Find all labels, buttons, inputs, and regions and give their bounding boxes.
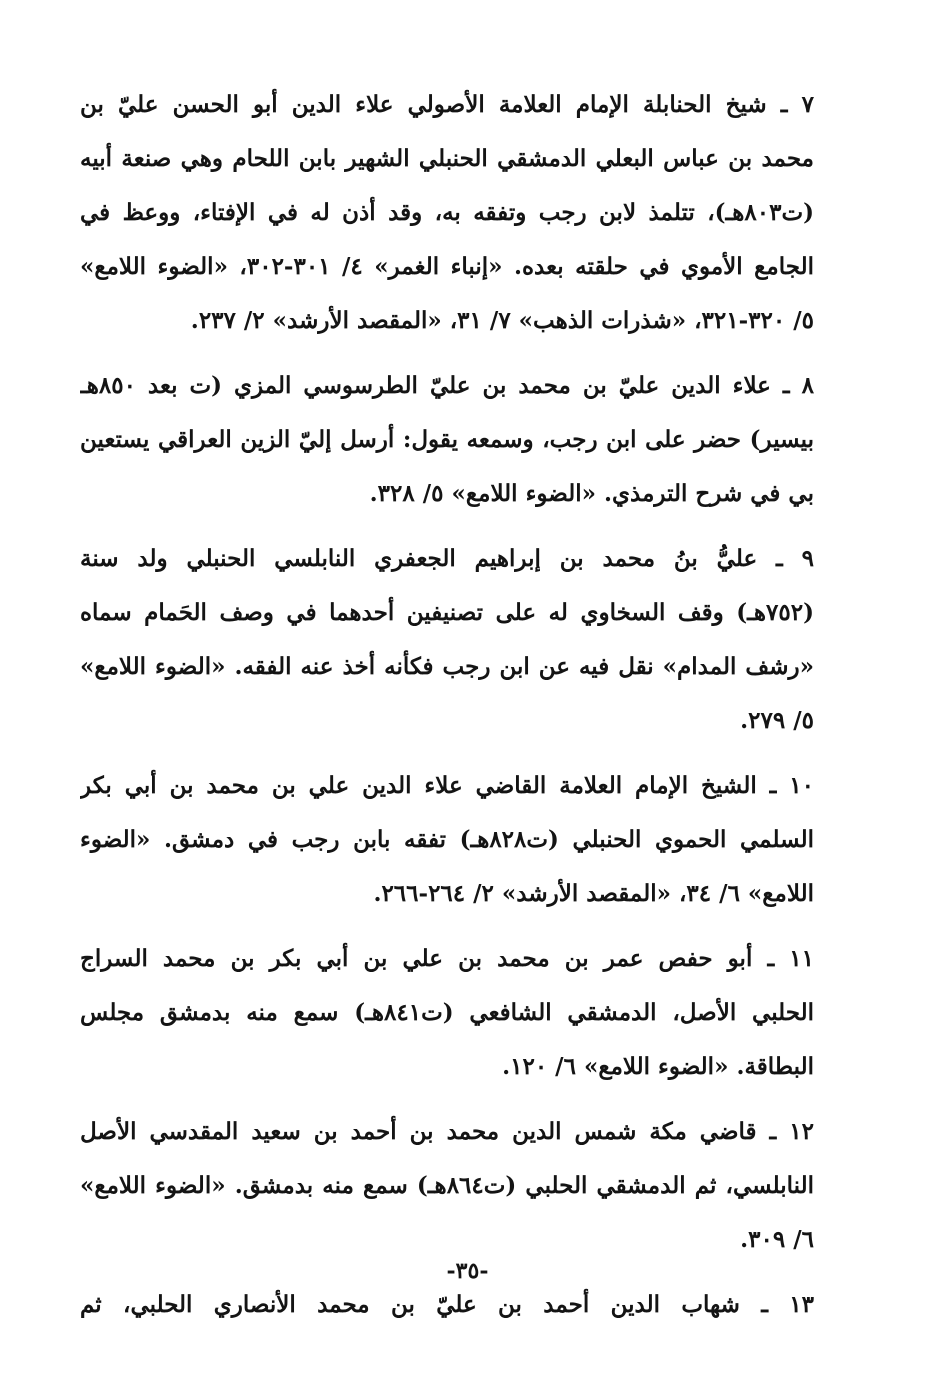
entry-10-line-2: السلمي الحموي الحنبلي (ت٨٢٨هـ) تفقه بابن رجب في دمشق. «الضوء xyxy=(80,826,814,853)
entry-7-line-5: ٥/ ٣٢٠-٣٢١، «شذرات الذهب» ٧/ ٣١، «المقصد الأرشد» ٢/ ٢٣٧. xyxy=(190,307,814,334)
page-body xyxy=(80,78,814,1332)
entry-12-line-2: النابلسي، ثم الدمشقي الحلبي (ت٨٦٤هـ) سمع منه بدمشق. «الضوء اللامع» xyxy=(80,1172,814,1199)
entry-7-line-3: (ت٨٠٣هـ)، تتلمذ لابن رجب وتفقه به، وقد أذن له في الإفتاء، ووعظ في xyxy=(80,199,814,226)
biography-entry-12 xyxy=(80,1105,814,1267)
biography-entry-8 xyxy=(80,359,814,521)
entry-11-line-2: الحلبي الأصل، الدمشقي الشافعي (ت٨٤١هـ) سمع منه بدمشق مجلس xyxy=(80,999,814,1026)
entry-11-line-3: البطاقة. «الضوء اللامع» ٦/ ١٢٠. xyxy=(502,1053,814,1080)
entry-8-line-3: بي في شرح الترمذي. «الضوء اللامع» ٥/ ٣٢٨. xyxy=(369,480,814,507)
entry-12-line-3: ٦/ ٣٠٩. xyxy=(740,1226,814,1253)
entry-7-line-1: ٧ ـ شيخ الحنابلة الإمام العلامة الأصولي علاء الدين أبو الحسن عليّ بن xyxy=(80,91,814,118)
entry-9-line-1: ٩ ـ عليُّ بنُ محمد بن إبراهيم الجعفري النابلسي الحنبلي ولد سنة xyxy=(80,545,814,572)
entry-spacer xyxy=(80,1094,814,1105)
entry-9-line-3: «رشف المدام» نقل فيه عن ابن رجب فكأنه أخذ عنه الفقه. «الضوء اللامع» xyxy=(80,653,814,680)
entry-spacer xyxy=(80,748,814,759)
biography-entry-11 xyxy=(80,932,814,1094)
entry-spacer xyxy=(80,521,814,532)
entry-10-line-3: اللامع» ٦/ ٣٤، «المقصد الأرشد» ٢/ ٢٦٤-٢٦٦. xyxy=(373,880,814,907)
entry-9-line-2: (٧٥٢هـ) وقف السخاوي له على تصنيفين أحدهما في وصف الحَمام سماه xyxy=(80,599,814,626)
entry-13-line-1: ١٣ ـ شهاب الدين أحمد بن عليّ بن محمد الأنصاري الحلبي، ثم xyxy=(80,1291,814,1318)
biography-entry-13 xyxy=(80,1278,814,1332)
entry-10-line-1: ١٠ ـ الشيخ الإمام العلامة القاضي علاء الدين علي بن محمد بن أبي بكر xyxy=(80,772,814,799)
biography-entry-7 xyxy=(80,78,814,348)
page-number: -٣٥- xyxy=(446,1258,489,1284)
biography-entry-10 xyxy=(80,759,814,921)
entry-11-line-1: ١١ ـ أبو حفص عمر بن محمد بن علي بن أبي بكر بن محمد السراج xyxy=(80,945,814,972)
entry-9-line-4: ٥/ ٢٧٩. xyxy=(740,707,814,734)
biography-entry-9 xyxy=(80,532,814,748)
entry-spacer xyxy=(80,921,814,932)
entry-8-line-2: بيسير) حضر على ابن رجب، وسمعه يقول: أرسل إليّ الزين العراقي يستعين xyxy=(80,426,814,453)
entry-7-line-4: الجامع الأموي في حلقته بعده. «إنباء الغمر» ٤/ ٣٠١-٣٠٢، «الضوء اللامع» xyxy=(80,253,814,280)
entry-8-line-1: ٨ ـ علاء الدين عليّ بن محمد بن عليّ الطرسوسي المزي (ت بعد ٨٥٠هـ xyxy=(80,372,814,399)
entry-12-line-1: ١٢ ـ قاضي مكة شمس الدين محمد بن أحمد بن سعيد المقدسي الأصل xyxy=(80,1118,814,1145)
entry-7-line-2: محمد بن عباس البعلي الدمشقي الحنبلي الشهير بابن اللحام وهي صنعة أبيه xyxy=(80,145,814,172)
entry-spacer xyxy=(80,348,814,359)
